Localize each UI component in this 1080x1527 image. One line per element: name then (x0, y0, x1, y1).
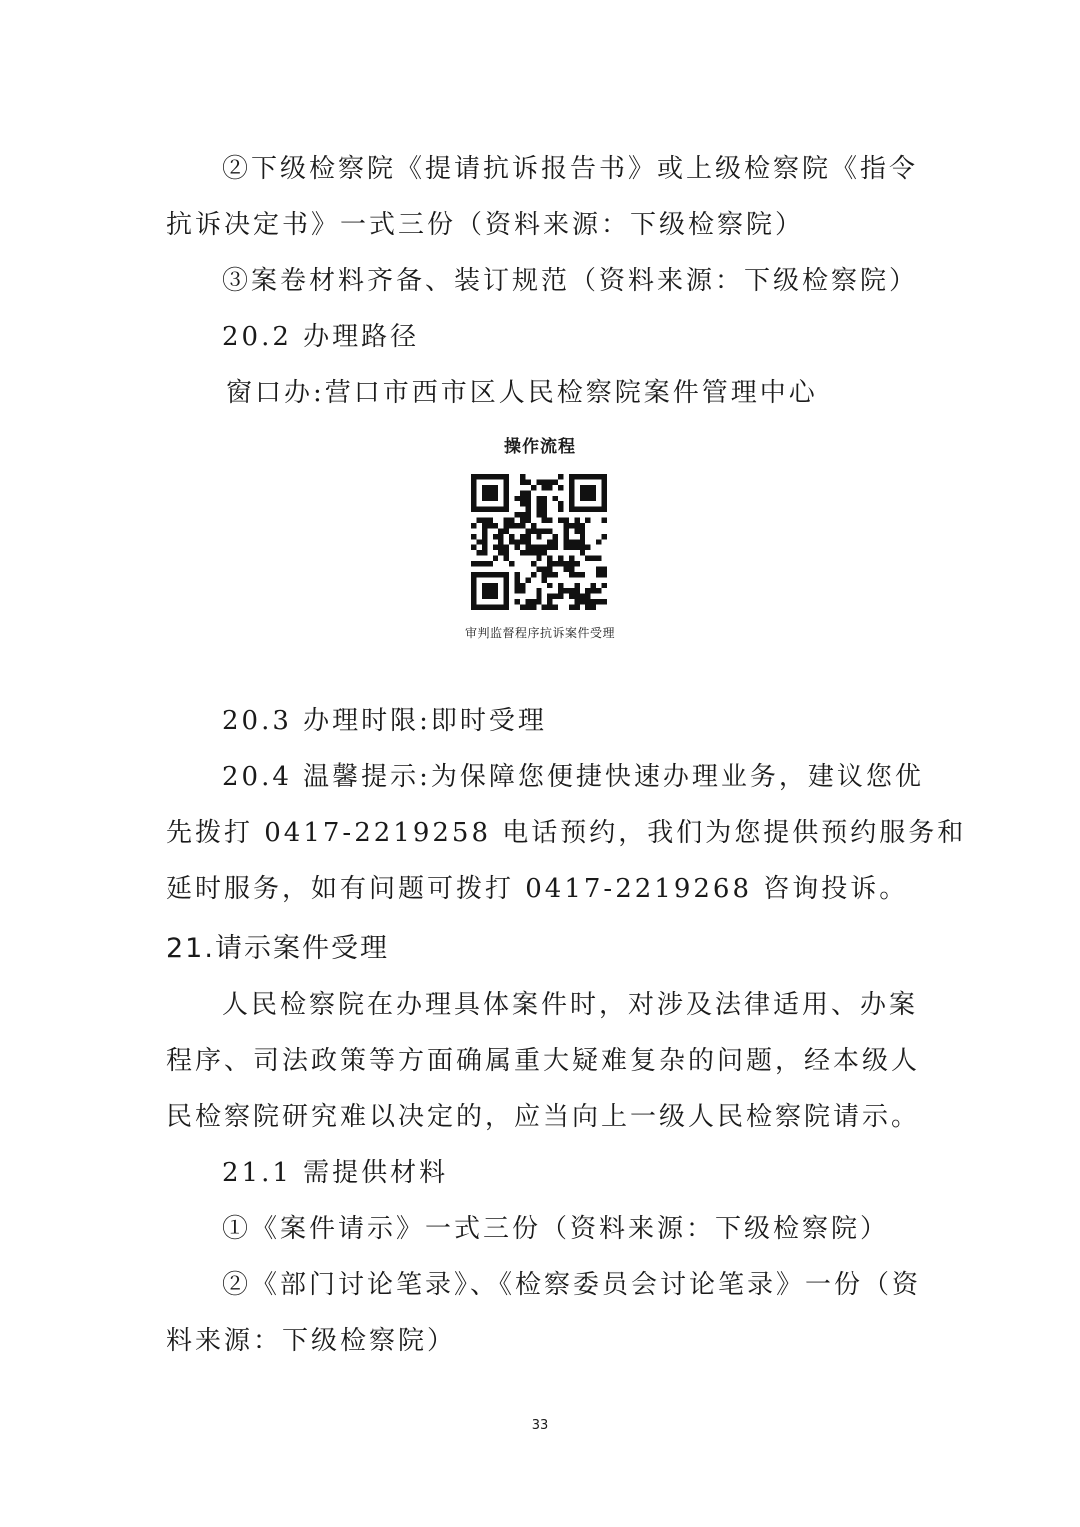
paragraph-line: 料来源：下级检察院） (166, 1326, 457, 1356)
paragraph-line: 人民检察院在办理具体案件时，对涉及法律适用、办案 (222, 990, 919, 1020)
paragraph-line: 程序、司法政策等方面确属重大疑难复杂的问题，经本级人 (166, 1046, 921, 1076)
paragraph-line: 20.4 温馨提示:为保障您便捷快速办理业务，建议您优 (222, 762, 924, 792)
paragraph-line: ③案卷材料齐备、装订规范（资料来源：下级检察院） (222, 266, 919, 296)
window-handling-line: 窗口办:营口市西市区人民检察院案件管理中心 (226, 378, 818, 408)
paragraph-line: 民检察院研究难以决定的，应当向上一级人民检察院请示。 (166, 1102, 921, 1132)
qr-title: 操作流程 (504, 437, 576, 457)
section-heading-21-1: 21.1 需提供材料 (222, 1158, 449, 1188)
qr-caption: 审判监督程序抗诉案件受理 (464, 626, 615, 640)
section-heading-21: 21.请示案件受理 (166, 933, 389, 964)
section-heading-20-2: 20.2 办理路径 (222, 322, 420, 352)
page-number: 33 (531, 1418, 549, 1433)
qr-code-icon (471, 474, 607, 610)
paragraph-line: ②下级检察院《提请抗诉报告书》或上级检察院《指令 (222, 154, 919, 184)
section-heading-20-3: 20.3 办理时限:即时受理 (222, 706, 547, 736)
paragraph-line: 先拨打 0417-2219258 电话预约，我们为您提供预约服务和 (166, 818, 967, 848)
paragraph-line: 延时服务，如有问题可拨打 0417-2219268 咨询投诉。 (166, 874, 909, 904)
material-item: ②《部门讨论笔录》、《检察委员会讨论笔录》一份（资 (222, 1270, 922, 1300)
material-item: ①《案件请示》一式三份（资料来源：下级检察院） (222, 1214, 890, 1244)
paragraph-line: 抗诉决定书》一式三份（资料来源：下级检察院） (166, 210, 805, 240)
